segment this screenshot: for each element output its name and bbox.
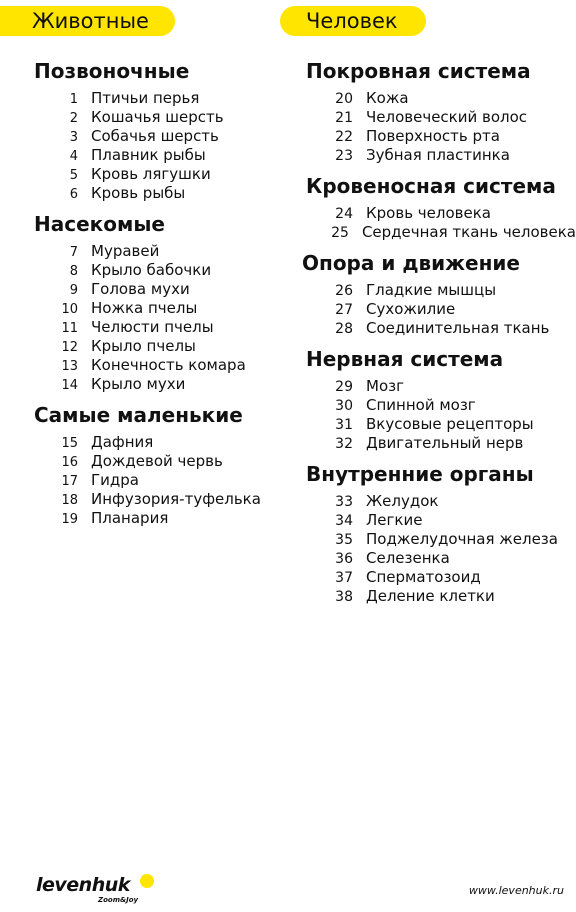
item-number: 16 [61, 455, 78, 470]
list-item [0, 242, 280, 261]
item-label: Сердечная ткань человека [361, 223, 576, 241]
item-label: Соединительная ткань [366, 319, 550, 337]
section-integumentary-title: Покровная система [306, 59, 531, 83]
list-item [0, 452, 280, 471]
item-number: 20 [335, 91, 353, 107]
list-item [0, 337, 280, 356]
item-number: 9 [69, 283, 78, 298]
item-label: Дафния [91, 433, 154, 451]
item-label: Сперматозоид [366, 568, 481, 586]
item-label: Мозг [366, 377, 404, 395]
item-number: 6 [69, 187, 78, 202]
item-number: 35 [335, 532, 353, 548]
list-item [280, 415, 576, 434]
item-number: 15 [61, 436, 78, 451]
section-smallest-title: Самые маленькие [34, 403, 243, 427]
list-item [0, 261, 280, 280]
list-item [280, 587, 576, 606]
list-item [280, 549, 576, 568]
item-number: 27 [335, 302, 353, 318]
footer [0, 862, 576, 912]
list-item [280, 434, 576, 453]
insects-list [0, 242, 280, 394]
item-number: 37 [335, 570, 353, 586]
item-number: 7 [69, 245, 78, 260]
list-item [0, 471, 280, 490]
section-support-movement-title: Опора и движение [302, 251, 520, 275]
item-number: 30 [335, 398, 353, 414]
section-insects-title: Насекомые [34, 212, 165, 236]
human-column [280, 6, 576, 606]
levenhuk-logo [36, 870, 166, 910]
vertebrates-list [0, 89, 280, 203]
item-number: 29 [335, 379, 353, 395]
smallest-list [0, 433, 280, 528]
animals-header: Животные [0, 6, 175, 36]
logo-dot-icon [140, 874, 154, 888]
item-number: 24 [335, 206, 353, 222]
item-number: 31 [335, 417, 353, 433]
item-number: 11 [61, 321, 78, 336]
item-label: Конечность комара [91, 356, 246, 374]
item-label: Кровь рыбы [91, 184, 186, 202]
item-number: 23 [335, 148, 353, 164]
list-item [280, 89, 576, 108]
item-label: Крыло мухи [91, 375, 186, 393]
list-item [280, 568, 576, 587]
list-item [280, 492, 576, 511]
item-label: Челюсти пчелы [91, 318, 214, 336]
item-number: 18 [61, 493, 78, 508]
item-number: 28 [335, 321, 353, 337]
list-item [0, 184, 280, 203]
item-number: 4 [69, 149, 78, 164]
site-url: www.levenhuk.ru [468, 884, 564, 897]
list-item [0, 509, 280, 528]
list-item [280, 146, 576, 165]
integumentary-list [280, 89, 576, 165]
list-item [0, 490, 280, 509]
item-label: Двигательный нерв [366, 434, 524, 452]
item-label: Гидра [91, 471, 139, 489]
item-label: Спинной мозг [366, 396, 476, 414]
list-item [0, 356, 280, 375]
human-header: Человек [280, 6, 426, 36]
item-label: Селезенка [366, 549, 450, 567]
item-label: Собачья шерсть [91, 127, 219, 145]
item-number: 2 [69, 111, 78, 126]
list-item [0, 165, 280, 184]
section-internal-organs-title: Внутренние органы [306, 462, 534, 486]
list-item [280, 300, 576, 319]
item-label: Поджелудочная железа [366, 530, 558, 548]
list-item [0, 433, 280, 452]
item-label: Человеческий волос [366, 108, 528, 126]
item-label: Кошачья шерсть [91, 108, 224, 126]
item-label: Кровь лягушки [91, 165, 211, 183]
list-item [0, 146, 280, 165]
item-label: Сухожилие [366, 300, 456, 318]
list-item [280, 319, 576, 338]
item-label: Кровь человека [366, 204, 491, 222]
support-movement-list [280, 281, 576, 338]
list-item [0, 89, 280, 108]
item-number: 14 [61, 378, 78, 393]
item-label: Вкусовые рецепторы [366, 415, 534, 433]
section-vertebrates-title: Позвоночные [34, 59, 190, 83]
item-label: Ножка пчелы [91, 299, 198, 317]
item-number: 1 [69, 92, 78, 107]
item-label: Кожа [366, 89, 409, 107]
list-item [0, 375, 280, 394]
item-label: Деление клетки [366, 587, 495, 605]
item-label: Планария [91, 509, 169, 527]
item-number: 12 [61, 340, 78, 355]
animals-column [0, 6, 280, 528]
circulatory-list [280, 204, 576, 242]
item-number: 22 [335, 129, 353, 145]
list-item [280, 281, 576, 300]
item-label: Легкие [366, 511, 423, 529]
list-item [0, 299, 280, 318]
nervous-list [280, 377, 576, 453]
list-item [0, 318, 280, 337]
internal-organs-list [280, 492, 576, 606]
list-item [0, 280, 280, 299]
item-number: 21 [335, 110, 353, 126]
section-nervous-title: Нервная система [306, 347, 504, 371]
item-number: 32 [335, 436, 353, 452]
item-label: Плавник рыбы [91, 146, 206, 164]
item-number: 36 [335, 551, 353, 567]
item-number: 19 [61, 512, 78, 527]
item-label: Крыло пчелы [91, 337, 196, 355]
item-label: Муравей [91, 242, 160, 260]
list-item [280, 204, 576, 223]
item-number: 17 [61, 474, 78, 489]
item-label: Зубная пластинка [366, 146, 510, 164]
item-number: 3 [69, 130, 78, 145]
item-label: Инфузория-туфелька [91, 490, 261, 508]
item-number: 10 [61, 302, 78, 317]
logo-wordmark: levenhuk [36, 874, 130, 896]
item-number: 33 [335, 494, 353, 510]
item-label: Голова мухи [91, 280, 190, 298]
item-number: 25 [331, 225, 349, 241]
list-item [280, 108, 576, 127]
list-item [0, 127, 280, 146]
list-item [280, 127, 576, 146]
list-item [280, 530, 576, 549]
item-number: 26 [335, 283, 353, 299]
item-label: Птичьи перья [91, 89, 200, 107]
item-number: 8 [69, 264, 78, 279]
list-item [280, 377, 576, 396]
list-item [280, 396, 576, 415]
item-label: Крыло бабочки [91, 261, 212, 279]
list-item [0, 108, 280, 127]
item-number: 38 [335, 589, 353, 605]
logo-tagline: Zoom&Joy [98, 896, 139, 904]
item-label: Поверхность рта [366, 127, 500, 145]
item-number: 34 [335, 513, 353, 529]
section-circulatory-title: Кровеносная система [306, 174, 556, 198]
item-label: Желудок [366, 492, 439, 510]
list-item [280, 223, 576, 242]
item-number: 5 [69, 168, 78, 183]
item-label: Гладкие мышцы [366, 281, 497, 299]
item-label: Дождевой червь [91, 452, 223, 470]
list-item [280, 511, 576, 530]
item-number: 13 [61, 359, 78, 374]
